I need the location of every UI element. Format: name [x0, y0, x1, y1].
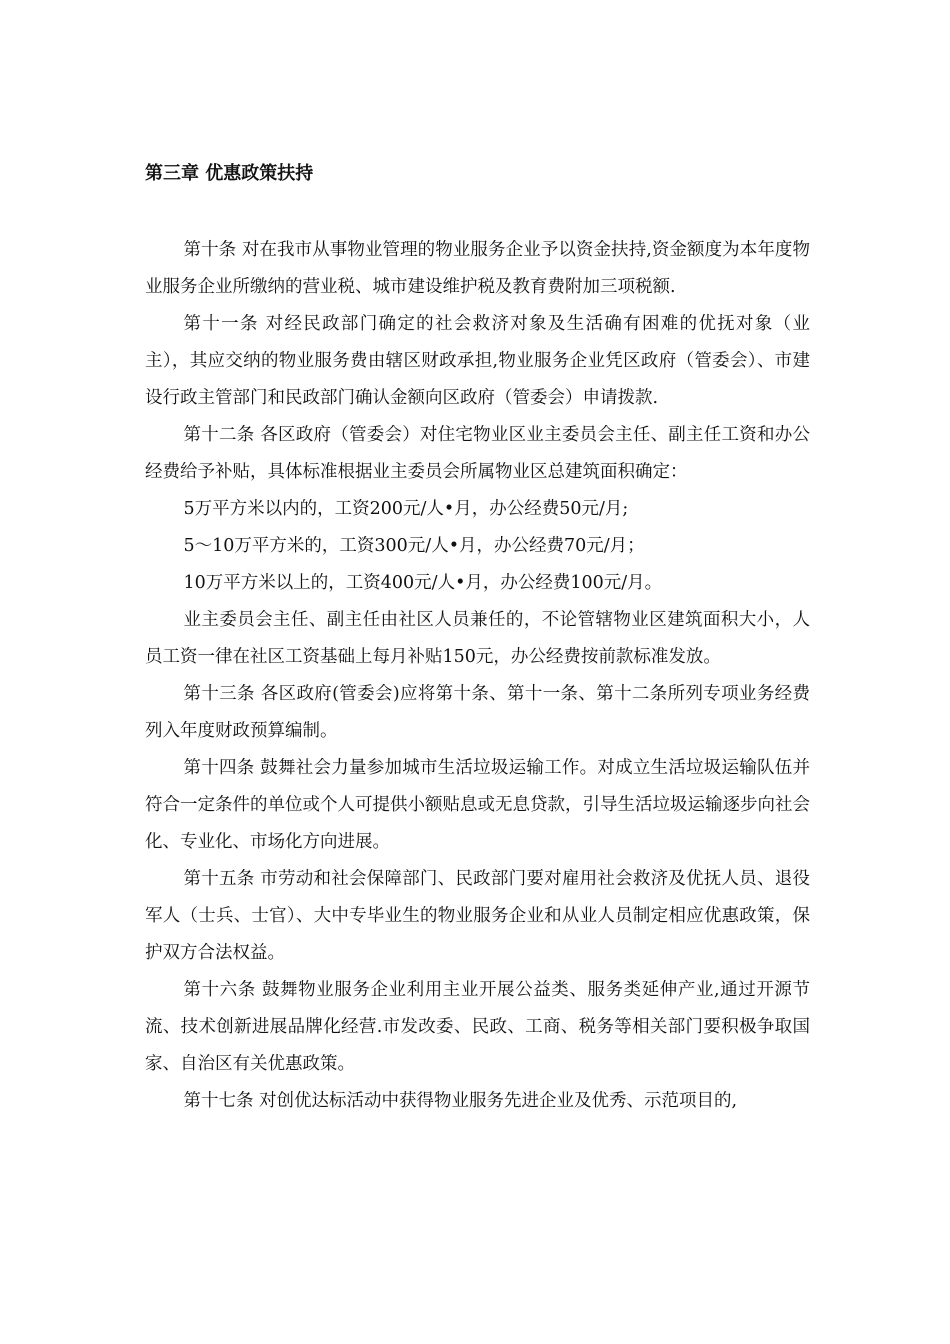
- subsidy-tier-2: 5～10万平方米的，工资300元/人•月，办公经费70元/月；: [183, 536, 645, 556]
- article-16: 第十六条 鼓舞物业服务企业利用主业开展公益类、服务类延伸产业,通过开源节流、技术创新进展品牌化经营.市发改委、民政、工商、税务等相关部门要积极争取国家、自治区有关优惠政策。: [145, 980, 810, 1074]
- subsidy-tier-3: 10万平方米以上的，工资400元/人•月，办公经费100元/月。: [183, 573, 663, 593]
- subsidy-tier-1: 5万平方米以内的，工资200元/人•月，办公经费50元/月;: [183, 499, 629, 519]
- article-15: 第十五条 市劳动和社会保障部门、民政部门要对雇用社会救济及优抚人员、退役军人（士兵、士官）、大中专毕业生的物业服务企业和从业人员制定相应优惠政策，保护双方合法权益。: [145, 869, 810, 963]
- document-body: [145, 232, 810, 1120]
- article-17: 第十七条 对创优达标活动中获得物业服务先进企业及优秀、示范项目的,: [183, 1091, 738, 1111]
- article-14: 第十四条 鼓舞社会力量参加城市生活垃圾运输工作。对成立生活垃圾运输队伍并符合一定条件的单位或个人可提供小额贴息或无息贷款，引导生活垃圾运输逐步向社会化、专业化、市场化方向进展。: [145, 758, 810, 852]
- article-12-supplement: 业主委员会主任、副主任由社区人员兼任的，不论管辖物业区建筑面积大小，人员工资一律在社区工资基础上每月补贴150元，办公经费按前款标准发放。: [145, 610, 810, 667]
- article-13: 第十三条 各区政府(管委会)应将第十条、第十一条、第十二条所列专项业务经费列入年度财政预算编制。: [145, 684, 810, 741]
- article-12: 第十二条 各区政府（管委会）对住宅物业区业主委员会主任、副主任工资和办公经费给予补贴，具体标准根据业主委员会所属物业区总建筑面积确定：: [145, 425, 810, 482]
- chapter-title: 第三章 优惠政策扶持: [145, 163, 314, 184]
- article-11: 第十一条 对经民政部门确定的社会救济对象及生活确有困难的优抚对象（业主），其应交纳的物业服务费由辖区财政承担,物业服务企业凭区政府（管委会）、市建设行政主管部门和民政部门确认金额向区政府（管委会）申请拨款.: [145, 314, 810, 408]
- article-10: 第十条 对在我市从事物业管理的物业服务企业予以资金扶持,资金额度为本年度物业服务企业所缴纳的营业税、城市建设维护税及教育费附加三项税额.: [145, 240, 810, 297]
